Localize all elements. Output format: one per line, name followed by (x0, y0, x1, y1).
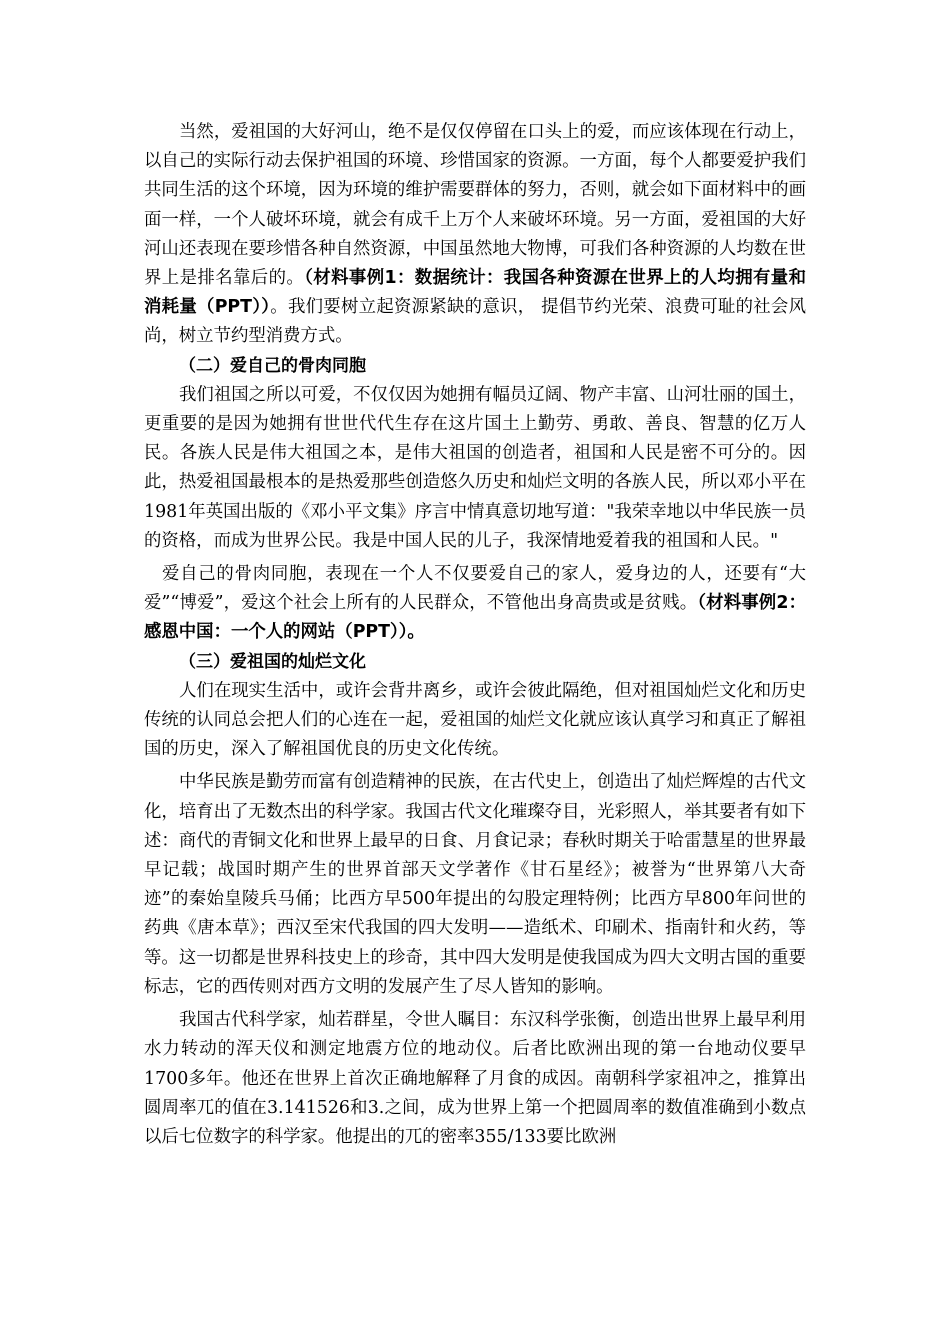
section-heading-compatriots: （二）爱自己的骨肉同胞 (179, 355, 366, 376)
paragraph-ancient-culture: 中华民族是勤劳而富有创造精神的民族，在古代史上，创造出了灿烂辉煌的古代文化，培育出了无数杰出的科学家。我国古代文化璀璨夺目，光彩照人，举其要者有如下述：商代的青铜文化和世界上最早的日食、月食记录；春秋时期关于哈雷慧星的世界最早记载；战国时期产生的世界首部天文学著作《甘石星经》；被誉为“世界第八大奇迹”的秦始皇陵兵马俑；比西方早500年提出的勾股定理特例；比西方早800年问世的药典《唐本草》；西汉至宋代我国的四大发明——造纸术、印刷术、指南针和火药，等等。这一切都是世界科技史上的珍奇，其中四大发明是使我国成为四大文明古国的重要标志，它的西传则对西方文明的发展产生了尽人皆知的影响。 (144, 772, 806, 997)
section-heading-culture: （三）爱祖国的灿烂文化 (179, 651, 366, 672)
paragraph-ancient-scientists: 我国古代科学家，灿若群星，令世人瞩目：东汉科学张衡，创造出世界上最早利用水力转动的浑天仪和测定地震方位的地动仪。后者比欧洲出现的第一台地动仪要早1700多年。他还在世界上首次正确地解释了月食的成因。南朝科学家祖冲之，推算出圆周率兀的值在3.141526和3.之间，成为世界上第一个把圆周率的数值准确到小数点以后七位数字的科学家。他提出的兀的密率355/133要比欧洲 (144, 1010, 806, 1147)
document-page (144, 118, 806, 1152)
paragraph-culture-identity: 人们在现实生活中，或许会背井离乡，或许会彼此隔绝，但对祖国灿烂文化和历史传统的认同总会把人们的心连在一起，爱祖国的灿烂文化就应该认真学习和真正了解祖国的历史，深入了解祖国优良的历史文化传统。 (144, 680, 806, 760)
paragraph-love-people: 我们祖国之所以可爱，不仅仅因为她拥有幅员辽阔、物产丰富、山河壮丽的国土，更重要的是因为她拥有世世代代生存在这片国土上勤劳、勇敢、善良、智慧的亿万人民。各族人民是伟大祖国之本，是伟大祖国的创造者，祖国和人民是密不可分的。因此，热爱祖国最根本的是热爱那些创造悠久历史和灿烂文明的各族人民，所以邓小平在1981年英国出版的《邓小平文集》序言中情真意切地写道："我荣幸地以中华民族一员的资格，而成为世界公民。我是中国人民的儿子，我深情地爱着我的祖国和人民。" (144, 384, 806, 551)
material-example-1: （材料事例1：数据统计：我国各种资源在世界上的人均拥有量和消耗量（PPT）） (144, 268, 806, 318)
paragraph-love-compatriots (144, 560, 806, 648)
paragraph-love-land (144, 118, 806, 352)
paragraph-text: 爱自己的骨肉同胞，表现在一个人不仅要爱自己的家人，爱身边的人，还要有“大爱”“博爱”，爱这个社会上所有的人民群众，不管他出身高贵或是贫贱。 (144, 564, 806, 614)
material-example-2: （材料事例2：感恩中国：一个人的网站（PPT））。 (144, 593, 806, 643)
paragraph-text: 当然，爱祖国的大好河山，绝不是仅仅停留在口头上的爱，而应该体现在行动上，以自己的实际行动去保护祖国的环境、珍惜国家的资源。一方面，每个人都要爱护我们共同生活的这个环境，因为环境的维护需要群体的努力，否则，就会如下面材料中的画面一样，一个人破坏环境，就会有成千上万个人来破坏环境。另一方面，爱祖国的大好河山还表现在要珍惜各种自然资源，中国虽然地大物博，可我们各种资源的人均数在世界上是排名靠后的。 (144, 122, 806, 289)
paragraph-text: 。我们要树立起资源紧缺的意识， 提倡节约光荣、浪费可耻的社会风尚，树立节约型消费方式。 (144, 297, 806, 347)
